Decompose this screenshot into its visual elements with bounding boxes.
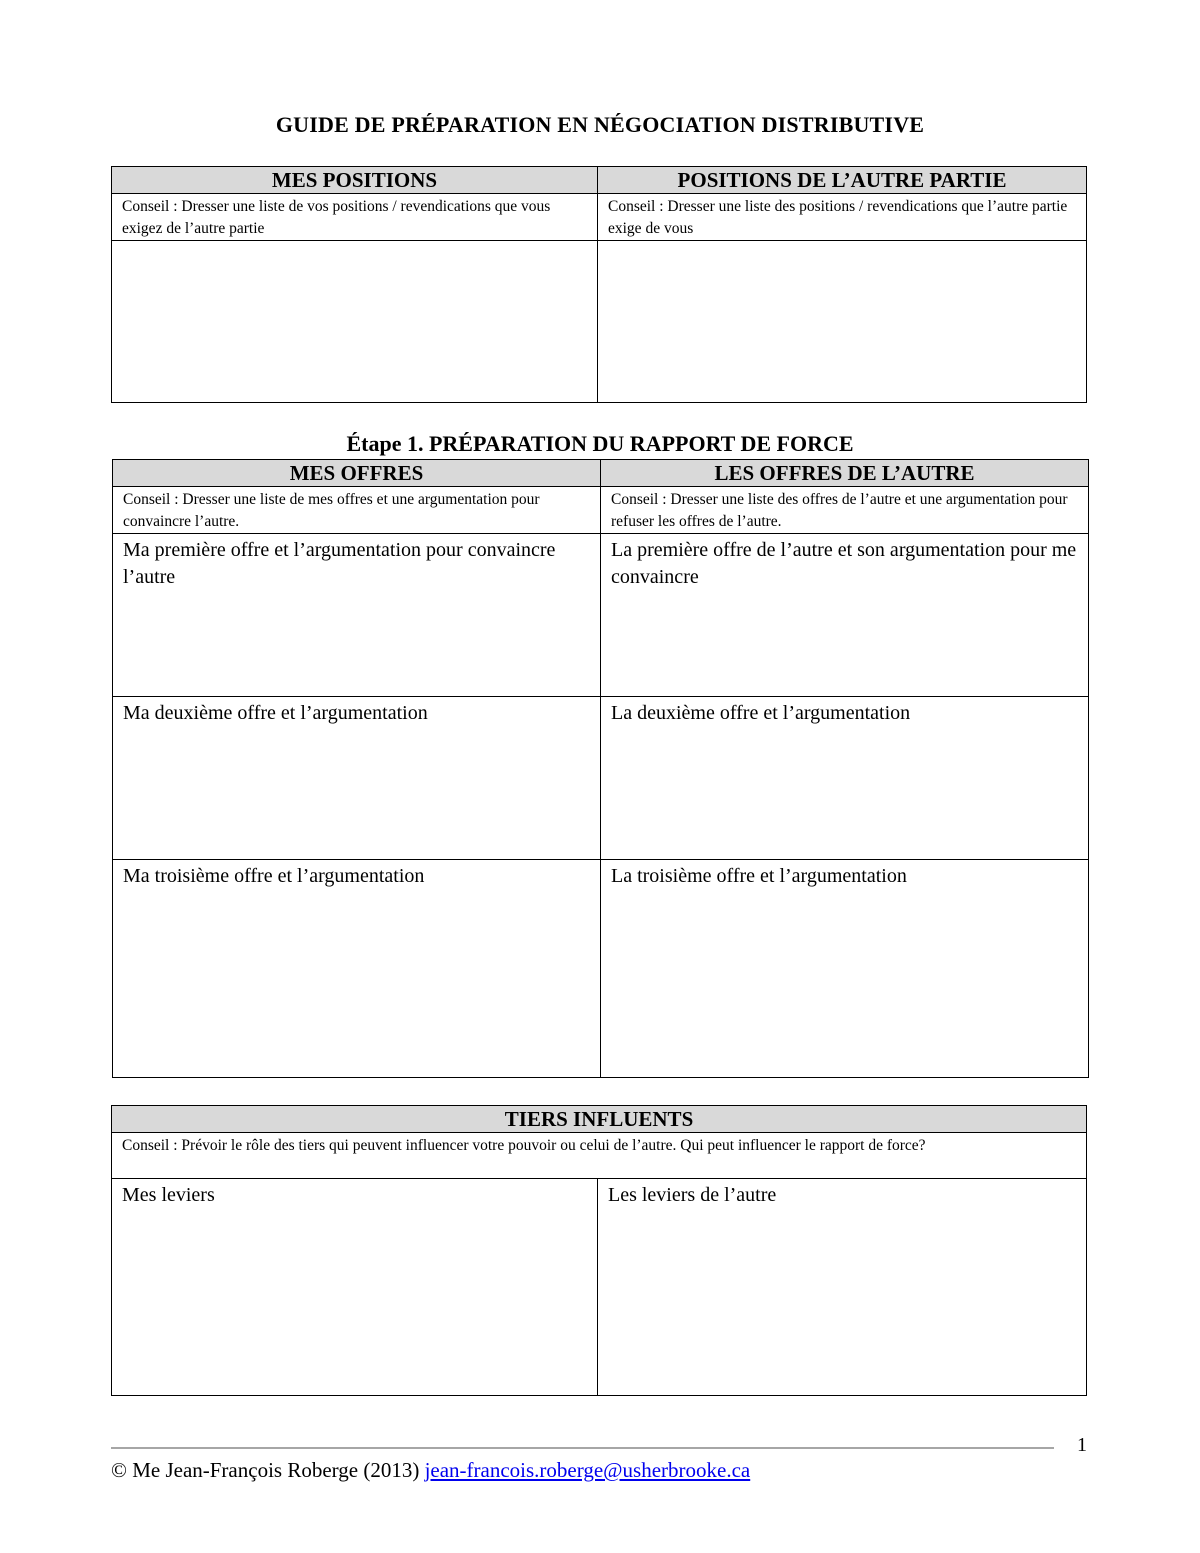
- other-offers-header: LES OFFRES DE L’AUTRE: [601, 460, 1089, 487]
- footer-email-link[interactable]: jean-francois.roberge@usherbrooke.ca: [424, 1458, 751, 1482]
- offers-table: [112, 459, 1089, 1078]
- my-first-offer-label: Ma première offre et l’argumentation pour convaincre l’autre: [123, 539, 556, 588]
- page-number: 1: [1077, 1434, 1087, 1456]
- other-positions-header: POSITIONS DE L’AUTRE PARTIE: [598, 167, 1087, 194]
- positions-table: [111, 166, 1087, 403]
- my-positions-tip: Conseil : Dresser une liste de vos positions / revendications que vous exigez de l’autre partie: [122, 198, 551, 237]
- other-first-offer-cell[interactable]: [601, 534, 1089, 697]
- step1-title: Étape 1. PRÉPARATION DU RAPPORT DE FORCE: [346, 431, 854, 456]
- my-levers-cell[interactable]: [112, 1179, 598, 1396]
- my-first-offer-cell[interactable]: [113, 534, 601, 697]
- other-second-offer-cell[interactable]: [601, 697, 1089, 860]
- other-third-offer-label: La troisième offre et l’argumentation: [611, 865, 907, 887]
- my-second-offer-cell[interactable]: [113, 697, 601, 860]
- other-second-offer-label: La deuxième offre et l’argumentation: [611, 702, 911, 724]
- my-third-offer-label: Ma troisième offre et l’argumentation: [123, 865, 425, 887]
- footer-copyright: © Me Jean-François Roberge (2013): [111, 1458, 420, 1482]
- other-offers-tip: Conseil : Dresser une liste des offres de l’autre et une argumentation pour refuser les offres de l’autre.: [611, 491, 1068, 530]
- other-levers-label: Les leviers de l’autre: [608, 1184, 777, 1206]
- other-third-offer-cell[interactable]: [601, 860, 1089, 1078]
- other-positions-tip: Conseil : Dresser une liste des positions / revendications que l’autre partie exige de vous: [608, 198, 1068, 237]
- other-levers-cell[interactable]: [598, 1179, 1087, 1396]
- my-offers-header: MES OFFRES: [113, 460, 601, 487]
- my-levers-label: Mes leviers: [122, 1184, 215, 1206]
- third-parties-tip: Conseil : Prévoir le rôle des tiers qui peuvent influencer votre pouvoir ou celui de l’autre. Qui peut influencer le rapport de force?: [122, 1137, 926, 1154]
- my-positions-input-cell[interactable]: [112, 241, 598, 403]
- page-title: GUIDE DE PRÉPARATION EN NÉGOCIATION DISTRIBUTIVE: [275, 112, 925, 137]
- third-parties-header: TIERS INFLUENTS: [112, 1106, 1087, 1133]
- other-first-offer-label: La première offre de l’autre et son argumentation pour me convaincre: [611, 539, 1077, 588]
- my-second-offer-label: Ma deuxième offre et l’argumentation: [123, 702, 428, 724]
- other-positions-input-cell[interactable]: [598, 241, 1087, 403]
- footer-divider: [111, 1447, 1054, 1449]
- my-offers-tip: Conseil : Dresser une liste de mes offres et une argumentation pour convaincre l’autre.: [123, 491, 540, 530]
- my-third-offer-cell[interactable]: [113, 860, 601, 1078]
- third-parties-table: [111, 1105, 1087, 1396]
- my-positions-header: MES POSITIONS: [112, 167, 598, 194]
- footer: [111, 1458, 750, 1483]
